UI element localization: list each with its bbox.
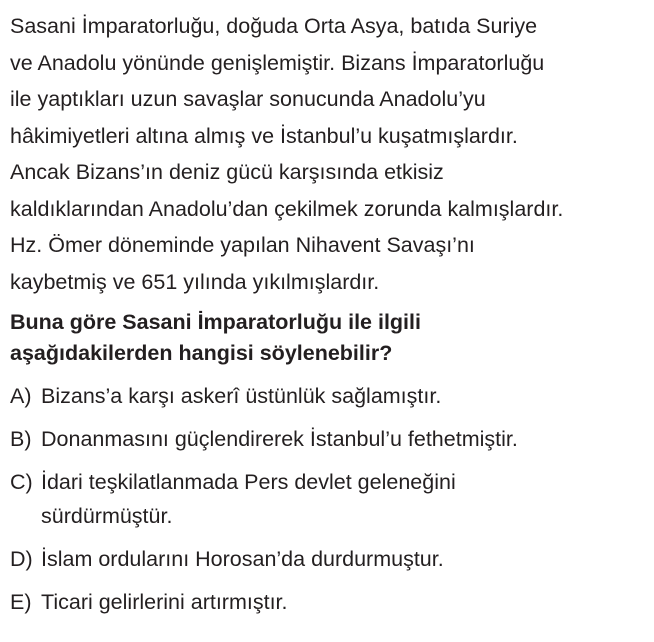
option-letter: B) bbox=[10, 427, 32, 451]
option-e[interactable] bbox=[10, 585, 650, 619]
option-a[interactable] bbox=[10, 379, 650, 413]
passage-line: Sasani İmparatorluğu, doğuda Orta Asya, batıda Suriye bbox=[10, 14, 538, 38]
question-card bbox=[10, 8, 650, 628]
question-passage bbox=[10, 8, 650, 300]
prompt-line: aşağıdakilerden hangisi söylenebilir? bbox=[10, 341, 393, 365]
option-letter: C) bbox=[10, 470, 33, 494]
answer-options bbox=[10, 379, 650, 619]
question-prompt bbox=[10, 307, 650, 369]
passage-line: ve Anadolu yönünde genişlemiştir. Bizans İmparatorluğu bbox=[10, 50, 545, 75]
option-text bbox=[41, 379, 650, 413]
passage-line: Hz. Ömer döneminde yapılan Nihavent Savaşı’nı bbox=[10, 233, 475, 257]
option-text-line: Donanmasını güçlendirerek İstanbul’u fethetmiştir. bbox=[41, 427, 518, 451]
option-letter: D) bbox=[10, 547, 33, 571]
passage-line: Ancak Bizans’ın deniz gücü karşısında etkisiz bbox=[10, 160, 444, 184]
passage-line: ile yaptıkları uzun savaşlar sonucunda Anadolu’yu bbox=[10, 87, 486, 111]
option-d[interactable] bbox=[10, 542, 650, 576]
passage-line: kaldıklarından Anadolu’dan çekilmek zorunda kalmışlardır. bbox=[10, 196, 564, 221]
passage-line: hâkimiyetleri altına almış ve İstanbul’u kuşatmışlardır. bbox=[10, 123, 518, 148]
option-text bbox=[41, 465, 650, 533]
prompt-line: Buna göre Sasani İmparatorluğu ile ilgili bbox=[10, 310, 421, 334]
option-letter: A) bbox=[10, 384, 32, 408]
option-text-line: sürdürmüştür. bbox=[41, 504, 173, 528]
passage-line: kaybetmiş ve 651 yılında yıkılmışlardır. bbox=[10, 269, 380, 294]
option-c[interactable] bbox=[10, 465, 650, 533]
option-text-line: İslam ordularını Horosan’da durdurmuştur. bbox=[41, 547, 444, 571]
option-letter: E) bbox=[10, 590, 32, 614]
option-text bbox=[41, 542, 650, 576]
option-text bbox=[41, 422, 650, 456]
option-text-line: İdari teşkilatlanmada Pers devlet geleneğini bbox=[41, 470, 456, 494]
option-text bbox=[41, 585, 650, 619]
option-text-line: Ticari gelirlerini artırmıştır. bbox=[41, 590, 288, 614]
option-text-line: Bizans’a karşı askerî üstünlük sağlamıştır. bbox=[41, 384, 442, 408]
option-b[interactable] bbox=[10, 422, 650, 456]
